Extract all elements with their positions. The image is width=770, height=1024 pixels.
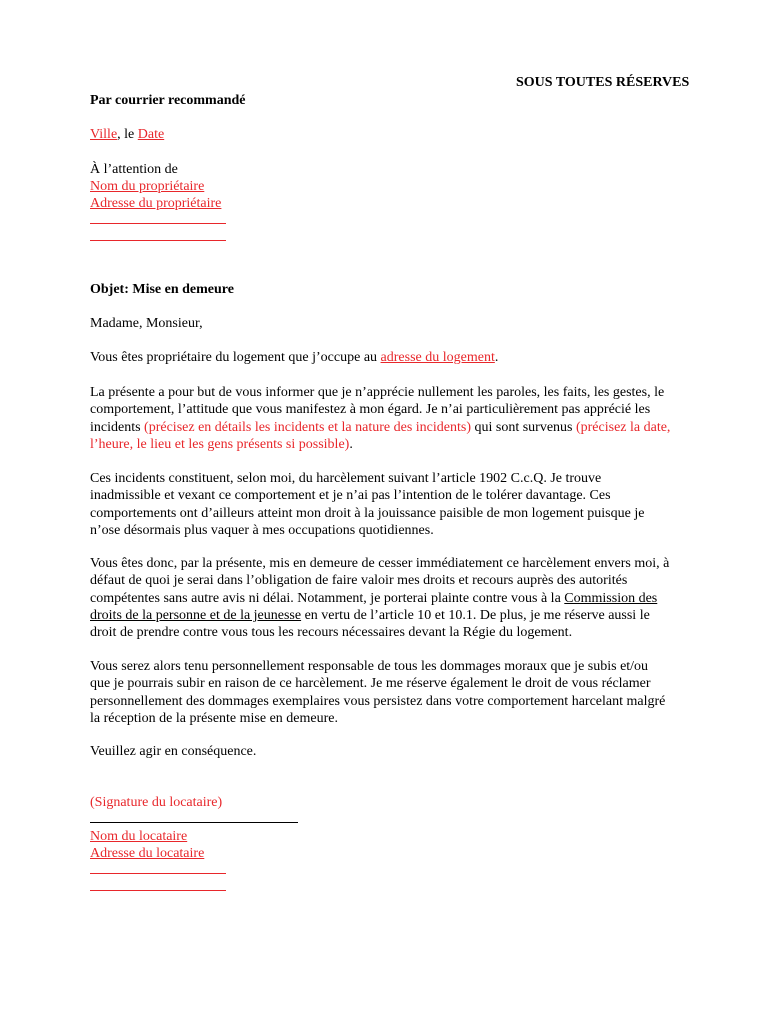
owner-address-blank-2[interactable] (90, 229, 226, 246)
paragraph-line: Ces incidents constituent, selon moi, du harcèlement suivant l’article 1902 C.c.Q. Je trouve (90, 471, 602, 486)
paragraph-ownership-text: Vous êtes propriétaire du logement que j’occupe au (90, 350, 381, 365)
reserve-notice: SOUS TOUTES RÉSERVES (516, 75, 690, 90)
paragraph-line: la réception de la présente mise en demeure. (90, 710, 338, 726)
place-date (90, 126, 164, 143)
owner-name-placeholder[interactable]: Nom du propriétaire (90, 179, 205, 194)
owner-address-placeholder[interactable]: Adresse du propriétaire (90, 196, 222, 211)
paragraph-line: Vous serez alors tenu personnellement responsable de tous les dommages moraux que je subis et/ou (90, 659, 649, 674)
paragraph-line: défaut de quoi je serai dans l’obligation de faire valoir mes droits et recours auprès des autorités (90, 573, 628, 589)
paragraph-text: compétentes sans autre avis ni délai. Notamment, je porterai plainte contre vous à la (90, 590, 565, 606)
signature-label: (Signature du locataire) (90, 795, 223, 810)
paragraph-harassment (90, 470, 700, 539)
paragraph-text: qui sont survenus (470, 419, 576, 435)
closing-line: Veuillez agir en conséquence. (90, 744, 257, 759)
incident-details-placeholder[interactable]: (précisez en détails les incidents et la nature des incidents) (144, 419, 471, 435)
paragraph-text: en vertu de l’article 10 et 10.1. De plus, je me réserve aussi le (301, 607, 650, 623)
incident-time-place-placeholder[interactable]: l’heure, le lieu et les gens présents si possible) (90, 436, 350, 452)
incident-date-placeholder[interactable]: (précisez la date, (575, 419, 671, 435)
subject-line: Objet: Mise en demeure (90, 282, 234, 297)
paragraph-line: comportements ont d’ailleurs atteint mon droit à la jouissance paisible de mon logement puisque je (90, 505, 645, 521)
paragraph-line: que je pourrais subir en raison de ce harcèlement. Je me réserve également le droit de vous réclamer (90, 676, 651, 692)
housing-address-placeholder[interactable]: adresse du logement (380, 350, 495, 365)
paragraph-incidents (90, 384, 700, 453)
paragraph-line: La présente a pour but de vous informer que je n’apprécie nullement les paroles, les faits, les gestes, le (90, 385, 665, 400)
paragraph-ownership-end: . (494, 350, 499, 365)
salutation: Madame, Monsieur, (90, 316, 203, 331)
delivery-method: Par courrier recommandé (90, 93, 246, 108)
commission-link-continued[interactable]: droits de la personne et de la jeunesse (90, 607, 302, 623)
paragraph-line: Vous êtes donc, par la présente, mis en demeure de cesser immédiatement ce harcèlement envers moi, à (90, 556, 670, 571)
city-placeholder[interactable]: Ville (90, 127, 118, 142)
paragraph-line (90, 419, 700, 436)
paragraph-line: inadmissible et vexant ce comportement et je n’ai pas l’intention de le tolérer davantage. Ces (90, 488, 611, 504)
paragraph-text: incidents (90, 419, 145, 435)
paragraph-text: . (349, 436, 353, 452)
owner-address-blank-1[interactable] (90, 212, 226, 229)
attention-label: À l’attention de (90, 162, 178, 177)
paragraph-formal-notice (90, 555, 700, 641)
paragraph-line (90, 607, 700, 624)
paragraph-line: droit de prendre contre vous tous les recours nécessaires devant la Régie du logement. (90, 625, 573, 641)
paragraph-line (90, 436, 700, 453)
place-date-separator: , le (117, 127, 138, 142)
paragraph-line: comportement, l’attitude que vous manifestez à mon égard. Je n’ai particulièrement pas apprécié les (90, 402, 651, 418)
paragraph-line: personnellement des dommages exemplaires vous persistez dans votre comportement harcelant malgré (90, 693, 666, 709)
paragraph-line (90, 590, 700, 607)
date-placeholder[interactable]: Date (137, 127, 165, 142)
tenant-name-placeholder[interactable]: Nom du locataire (90, 829, 188, 844)
tenant-address-placeholder[interactable]: Adresse du locataire (90, 846, 205, 861)
paragraph-ownership (90, 349, 498, 366)
tenant-address-blank-1[interactable] (90, 862, 226, 879)
paragraph-liability (90, 658, 700, 727)
tenant-address-blank-2[interactable] (90, 879, 226, 896)
signature-line[interactable] (90, 811, 298, 828)
commission-link[interactable]: Commission des (564, 590, 658, 606)
paragraph-line: n’ose désormais plus vaquer à mes occupations quotidiennes. (90, 522, 434, 538)
